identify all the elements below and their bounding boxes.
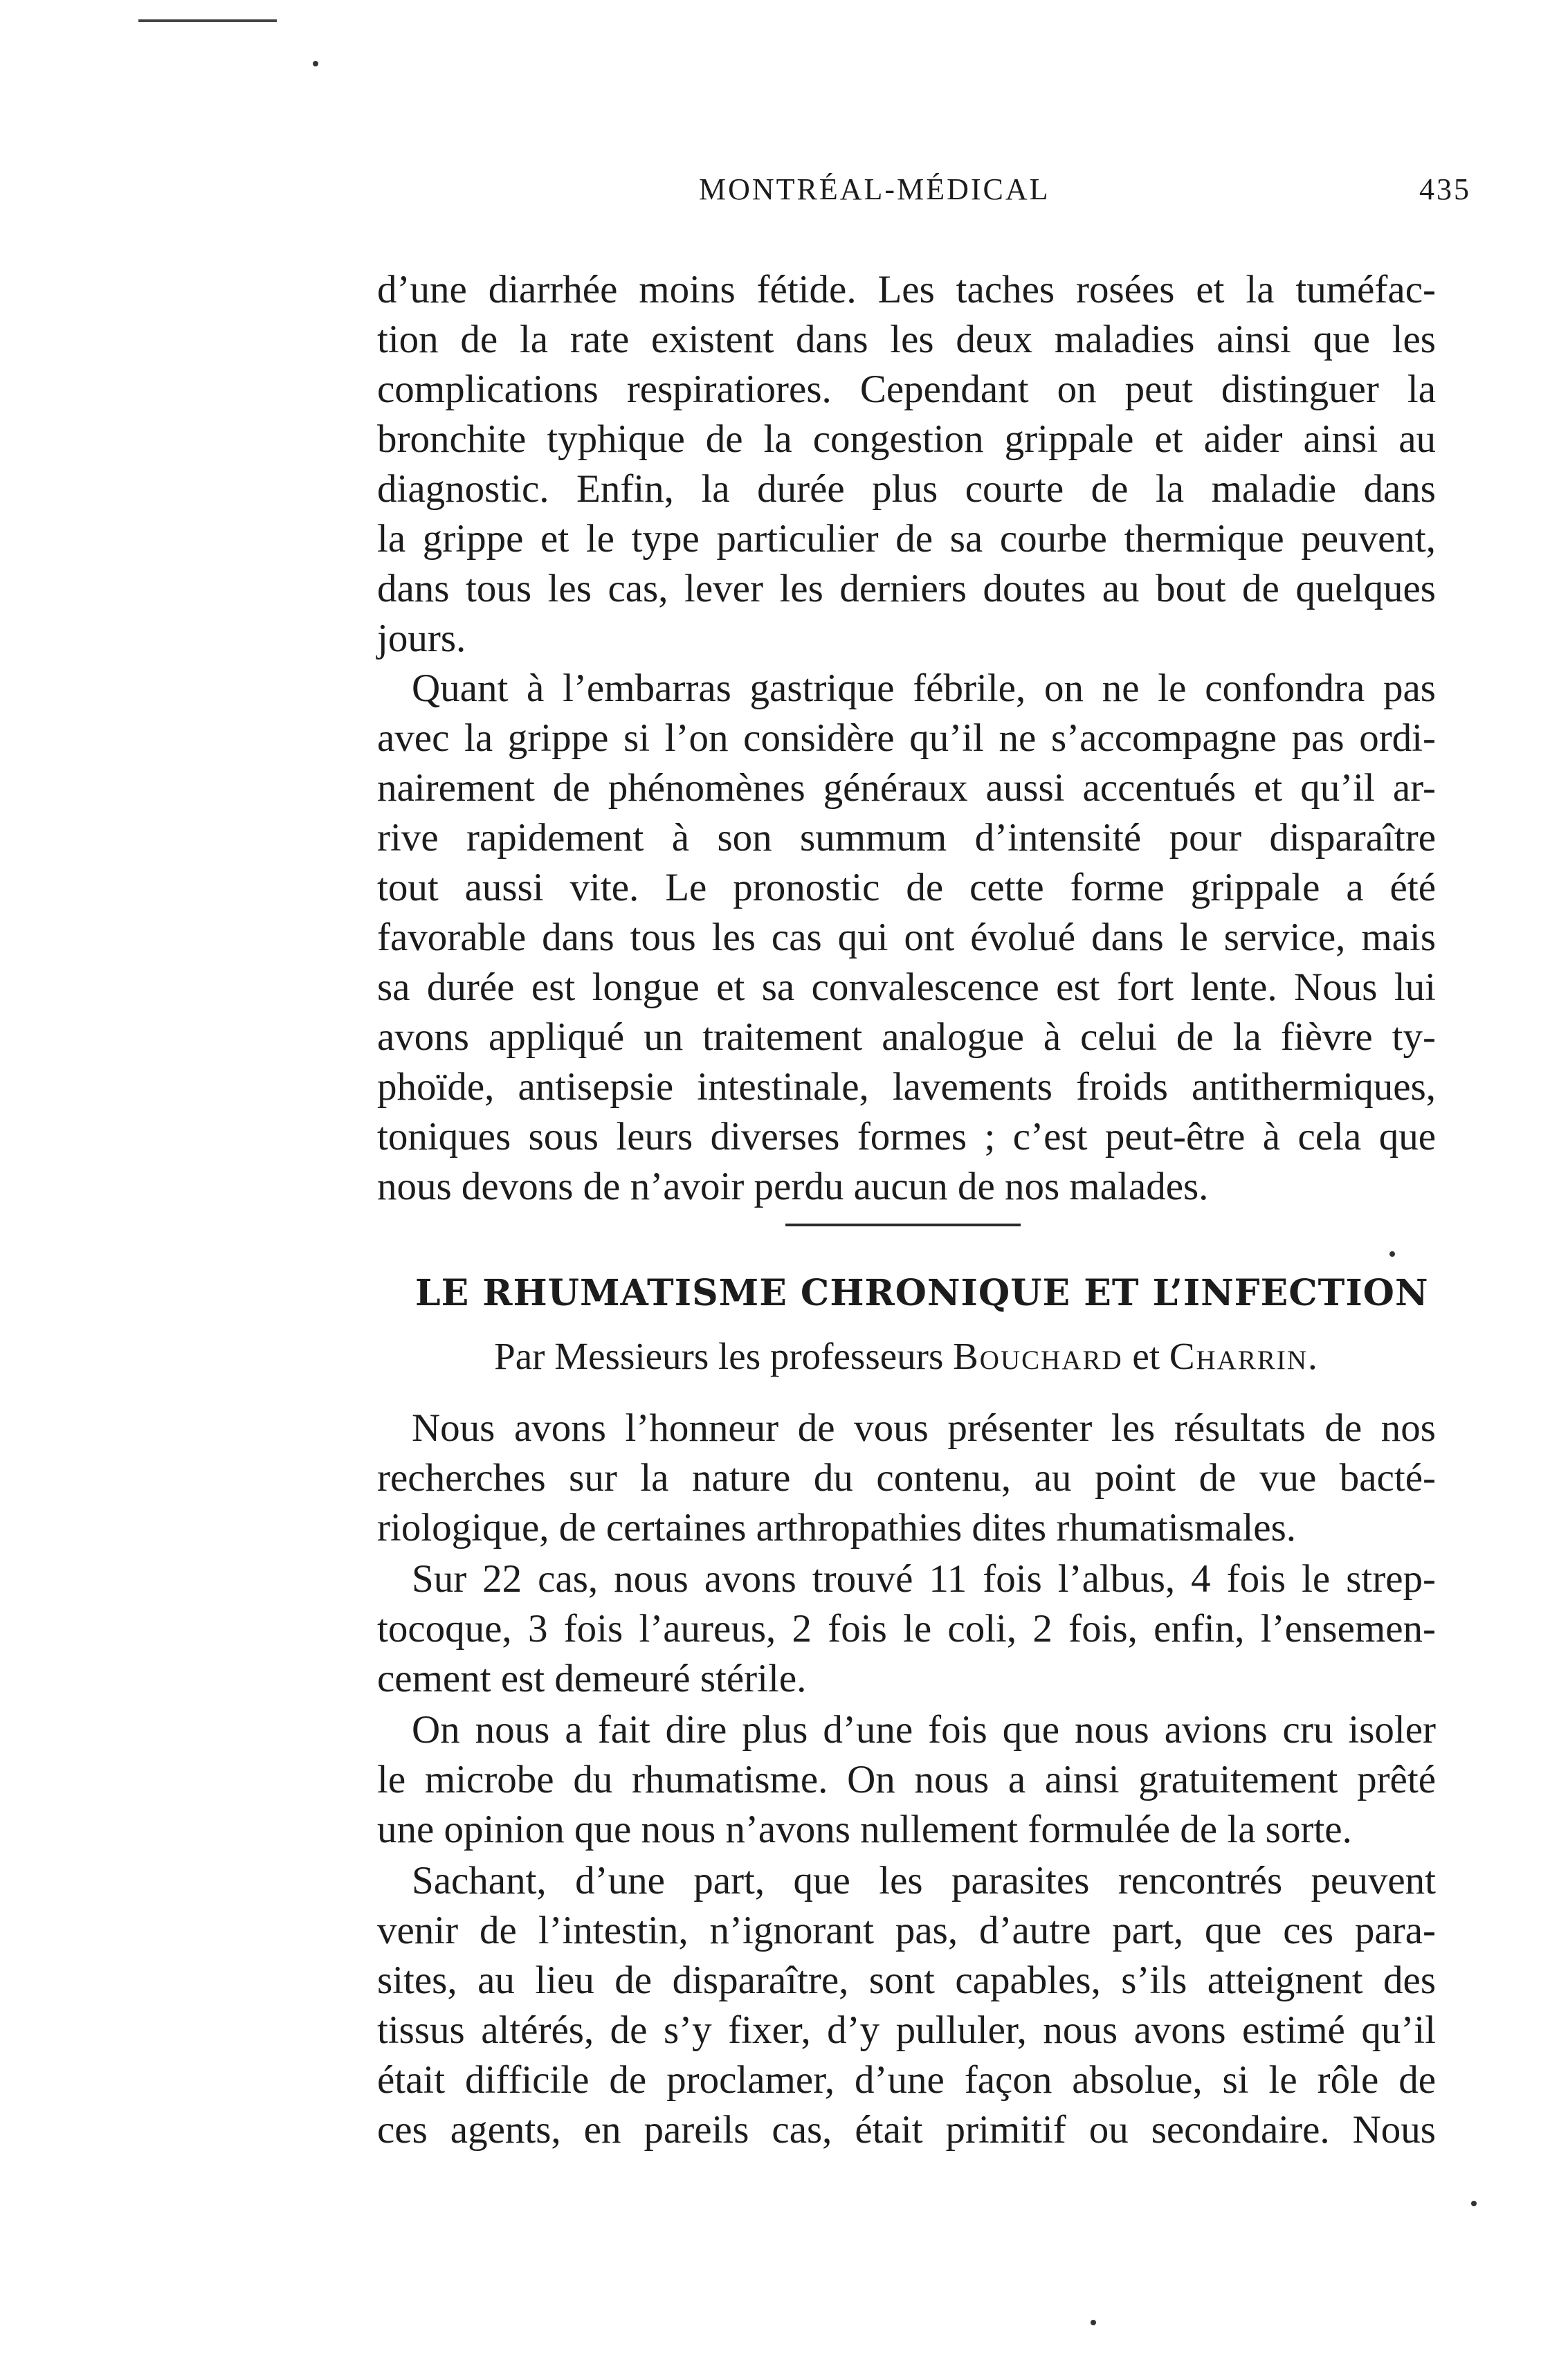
scan-speck	[1389, 1251, 1395, 1257]
text-line: dans tous les cas, lever les derniers doutes au bout de quelques	[377, 567, 1436, 610]
text-line: phoïde, antisepsie intestinale, lavements froids antithermiques,	[377, 1065, 1436, 1109]
text-line: jours.	[377, 617, 466, 660]
text-line: ces agents, en pareils cas, était primitif ou secondaire. Nous	[377, 2108, 1436, 2152]
section-title: LE RHUMATISME CHRONIQUE ET L’INFECTION	[415, 1272, 1429, 1314]
text-line: avec la grippe si l’on considère qu’il ne s’accompagne pas ordi-	[377, 716, 1436, 760]
text-line: cement est demeuré stérile.	[377, 1657, 807, 1700]
text-line: complications respiratiores. Cependant on peut distinguer la	[377, 367, 1436, 411]
scan-edge-mark	[138, 19, 277, 22]
journal-title: MONTRÉAL-MÉDICAL	[699, 172, 1050, 206]
text-line: recherches sur la nature du contenu, au point de vue bacté-	[377, 1456, 1436, 1500]
text-line: tissus altérés, de s’y fixer, d’y pulluler, nous avons estimé qu’il	[377, 2008, 1436, 2052]
byline-prefix: Par Messieurs les professeurs	[494, 1335, 944, 1377]
text-line: diagnostic. Enfin, la durée plus courte de la maladie dans	[377, 467, 1436, 511]
text-line: tocoque, 3 fois l’aureus, 2 fois le coli, 2 fois, enfin, l’ensemen-	[377, 1607, 1436, 1651]
byline-conjunction: et	[1132, 1335, 1160, 1377]
byline	[377, 1334, 1436, 1381]
text-line: riologique, de certaines arthropathies dites rhumatismales.	[377, 1506, 1297, 1550]
text-line: On nous a fait dire plus d’une fois que nous avions cru isoler	[412, 1708, 1436, 1752]
text-line: sites, au lieu de disparaître, sont capables, s’ils atteignent des	[377, 1959, 1436, 2002]
text-line: Quant à l’embarras gastrique fébrile, on ne le confondra pas	[412, 666, 1436, 710]
text-line: avons appliqué un traitement analogue à celui de la fièvre ty-	[377, 1015, 1436, 1059]
text-line: Sachant, d’une part, que les parasites rencontrés peuvent	[412, 1859, 1436, 1902]
author-name: Bouchard	[953, 1335, 1123, 1377]
text-line: sa durée est longue et sa convalescence est fort lente. Nous lui	[377, 965, 1436, 1009]
text-line: Nous avons l’honneur de vous présenter les résultats de nos	[412, 1406, 1436, 1450]
text-line: tion de la rate existent dans les deux maladies ainsi que les	[377, 318, 1436, 361]
text-line: nous devons de n’avoir perdu aucun de nos malades.	[377, 1165, 1209, 1208]
running-head	[699, 172, 1471, 213]
text-line: rive rapidement à son summum d’intensité pour disparaître	[377, 816, 1436, 860]
text-line: était difficile de proclamer, d’une façon absolue, si le rôle de	[377, 2058, 1436, 2102]
section-divider	[785, 1224, 1021, 1226]
text-line: d’une diarrhée moins fétide. Les taches rosées et la tuméfac-	[377, 268, 1436, 311]
text-line: tout aussi vite. Le pronostic de cette forme grippale a été	[377, 866, 1436, 909]
author-name: Charrin.	[1169, 1335, 1319, 1377]
text-line: une opinion que nous n’avons nullement formulée de la sorte.	[377, 1808, 1352, 1851]
scan-speck	[1471, 2201, 1477, 2206]
text-line: toniques sous leurs diverses formes ; c’est peut-être à cela que	[377, 1115, 1436, 1159]
scan-speck	[1091, 2320, 1096, 2325]
text-line: la grippe et le type particulier de sa courbe thermique peuvent,	[377, 517, 1436, 561]
page-number: 435	[1419, 172, 1471, 206]
text-line: nairement de phénomènes généraux aussi accentués et qu’il ar-	[377, 766, 1436, 810]
scan-speck	[313, 61, 318, 66]
text-line: Sur 22 cas, nous avons trouvé 11 fois l’albus, 4 fois le strep-	[412, 1557, 1436, 1601]
text-line: bronchite typhique de la congestion grippale et aider ainsi au	[377, 417, 1436, 461]
text-line: le microbe du rhumatisme. On nous a ainsi gratuitement prêté	[377, 1758, 1436, 1801]
text-line: favorable dans tous les cas qui ont évolué dans le service, mais	[377, 916, 1436, 959]
text-line: venir de l’intestin, n’ignorant pas, d’autre part, que ces para-	[377, 1909, 1436, 1952]
